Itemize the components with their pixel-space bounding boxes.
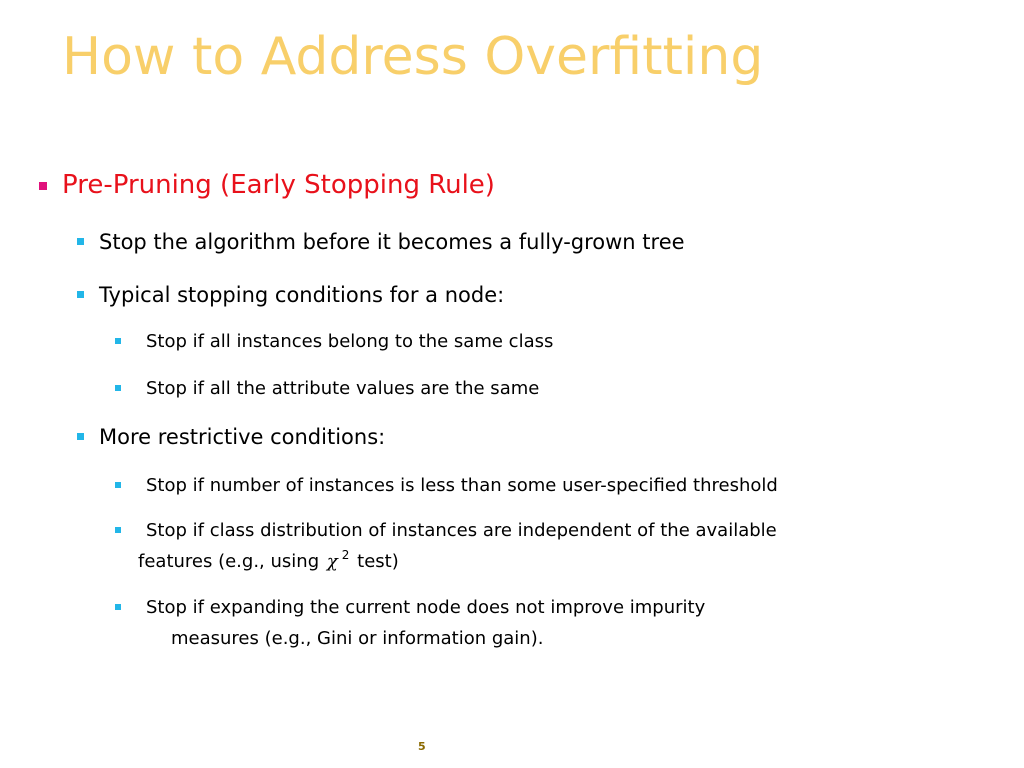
square-bullet-icon [115,482,121,488]
bullet-class-distribution-continuation [138,548,399,572]
bullet-text: Stop if number of instances is less than some user-specified threshold [146,475,778,496]
bullet-impurity [146,597,705,618]
bullet-text: features (e.g., using [138,551,320,572]
bullet-text: Stop if all instances belong to the same class [146,331,554,352]
bullet-text: More restrictive conditions: [99,425,386,449]
bullet-same-attribute-values [146,378,539,399]
bullet-pre-pruning [62,170,495,200]
bullet-text: Stop if all the attribute values are the same [146,378,540,399]
square-bullet-icon [115,338,121,344]
chi-superscript: 2 [341,548,350,562]
bullet-class-distribution [146,520,777,541]
bullet-text: Typical stopping conditions for a node: [99,283,505,307]
page-number: 5 [418,740,426,753]
square-bullet-icon [115,527,121,533]
square-bullet-icon [115,385,121,391]
bullet-text: Stop if class distribution of instances are independent of the available [146,520,777,541]
bullet-text: measures (e.g., Gini or information gain). [171,628,544,649]
square-bullet-icon [77,238,84,245]
bullet-impurity-continuation [171,628,543,649]
square-bullet-icon [39,182,47,190]
bullet-restrictive-conditions [99,425,385,449]
bullet-stop-before-full-tree [99,230,685,254]
bullet-typical-conditions [99,283,504,307]
bullet-text: Stop the algorithm before it becomes a fully-grown tree [99,230,685,254]
square-bullet-icon [115,604,121,610]
bullet-threshold [146,475,778,496]
chi-symbol: χ [326,551,338,572]
square-bullet-icon [77,433,84,440]
slide-title: How to Address Overfitting [62,27,764,87]
bullet-text: Pre-Pruning (Early Stopping Rule) [62,170,495,200]
square-bullet-icon [77,291,84,298]
bullet-same-class [146,331,553,352]
bullet-text: test) [357,551,399,572]
bullet-text: Stop if expanding the current node does not improve impurity [146,597,706,618]
